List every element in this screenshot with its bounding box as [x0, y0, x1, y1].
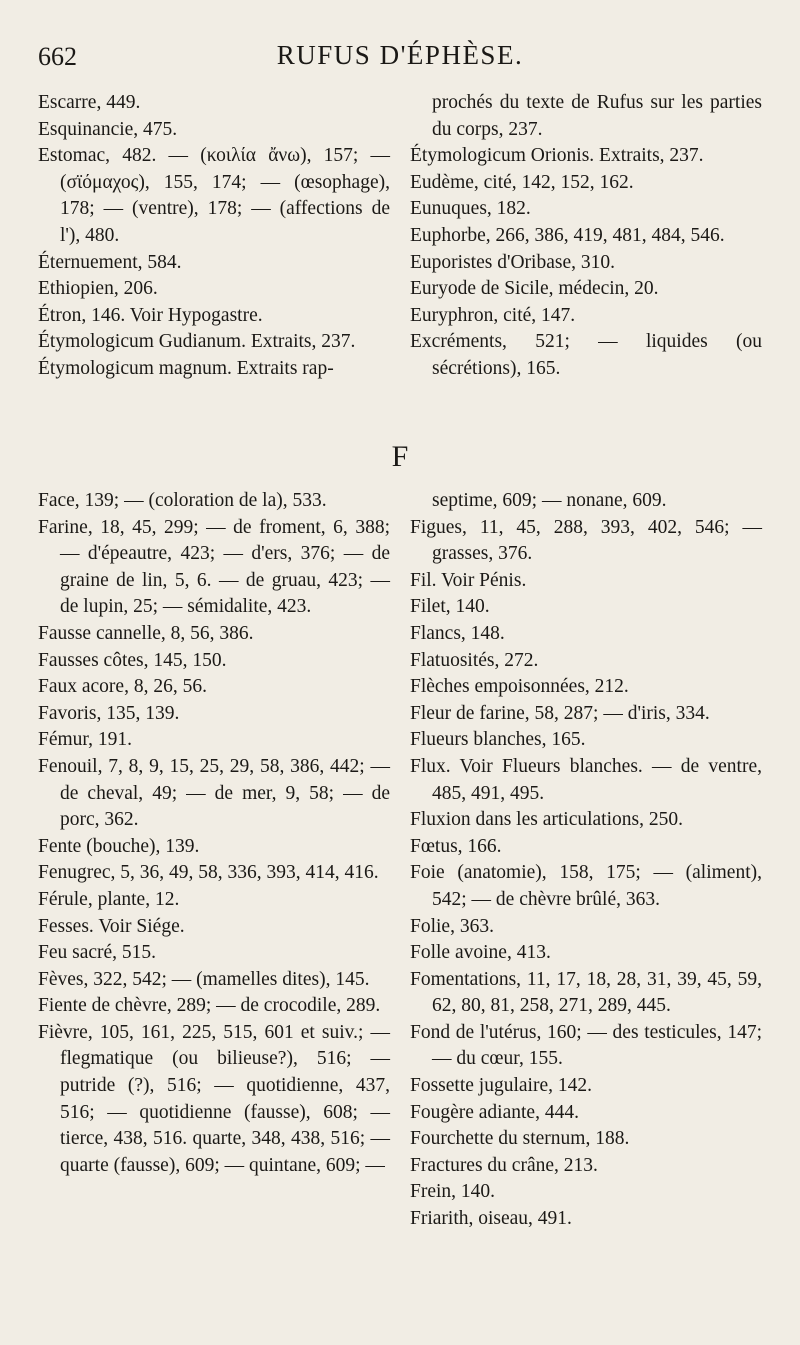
- index-entry: Esquinancie, 475.: [38, 118, 178, 140]
- running-title: RUFUS D'ÉPHÈSE.: [276, 40, 524, 70]
- index-entry: Euryphron, cité, 147.: [410, 304, 576, 326]
- index-entry: Eunuques, 182.: [410, 198, 531, 220]
- index-entry: Foie (anatomie), 158, 175; — (aliment), 542; — de chèvre brûlé, 363.: [410, 862, 762, 910]
- index-entry: Fenouil, 7, 8, 9, 15, 25, 29, 58, 386, 442; — de cheval, 49; — de mer, 9, 58; — de porc, 362.: [38, 755, 390, 831]
- section-letter: F: [391, 440, 409, 473]
- index-entry: Frein, 140.: [410, 1181, 496, 1203]
- index-column-top-right: [410, 90, 762, 383]
- index-entry: Fomentations, 11, 17, 18, 28, 31, 39, 45, 59, 62, 80, 81, 258, 271, 289, 445.: [410, 968, 762, 1017]
- continued-entry: prochés du texte de Rufus sur les parties du corps, 237.: [432, 92, 762, 140]
- index-entry: Fractures du crâne, 213.: [410, 1154, 598, 1176]
- index-entry: Feu sacré, 515.: [38, 942, 157, 964]
- page-number: 662: [38, 42, 77, 71]
- index-entry: Fenugrec, 5, 36, 49, 58, 336, 393, 414, 416.: [38, 862, 379, 884]
- index-entry: Fourchette du sternum, 188.: [410, 1128, 630, 1150]
- index-entry: Eudème, cité, 142, 152, 162.: [410, 171, 634, 193]
- index-entry: Estomac, 482. — (κοιλία ἄνω), 157; — (σϊόμαχος), 155, 174; — (œsophage), 178; — (ventre), 178; — (affections de l'), 480.: [38, 145, 390, 246]
- index-entry: Farine, 18, 45, 299; — de froment, 6, 388; — d'épeautre, 423; — d'ers, 376; — de graine de lin, 5, 6. — de gruau, 423; — de lupin, 25; — sémidalite, 423.: [38, 516, 390, 618]
- index-entry: Favoris, 135, 139.: [38, 702, 180, 724]
- index-entry: Filet, 140.: [410, 596, 490, 618]
- index-entry: Férule, plante, 12.: [38, 888, 180, 910]
- index-entry: Excréments, 521; — liquides (ou sécrétions), 165.: [410, 331, 762, 379]
- index-column-bottom-right: [410, 488, 762, 1233]
- index-entry: Flueurs blanches, 165.: [410, 729, 586, 751]
- index-entry: Fougère adiante, 444.: [410, 1101, 579, 1123]
- index-entry: Étymologicum magnum. Extraits rap-: [38, 357, 334, 379]
- index-entry: Fluxion dans les articulations, 250.: [410, 809, 683, 831]
- index-entry: Faux acore, 8, 26, 56.: [38, 676, 207, 698]
- index-entry: Fausse cannelle, 8, 56, 386.: [38, 622, 254, 644]
- index-entry: Fiente de chèvre, 289; — de crocodile, 289.: [38, 995, 381, 1017]
- index-entry: Fleur de farine, 58, 287; — d'iris, 334.: [410, 702, 710, 724]
- index-entry: Flancs, 148.: [410, 622, 505, 644]
- index-column-top-left: [38, 90, 390, 383]
- index-entry: Fémur, 191.: [38, 729, 133, 751]
- index-entry: Fièvre, 105, 161, 225, 515, 601 et suiv.; — flegmatique (ou bilieuse?), 516; — putride (?), 516; — quotidienne, 437, 516; — quotidienne (fausse), 608; — tierce, 438, 516. quarte, 348, 438, 516; — quarte (fausse), 609; — quintane, 609; —: [38, 1021, 390, 1176]
- index-entry: Euporistes d'Oribase, 310.: [410, 251, 615, 273]
- index-entry: Fœtus, 166.: [410, 835, 502, 857]
- index-entry: Ethiopien, 206.: [38, 278, 158, 300]
- index-entry: Escarre, 449.: [38, 92, 141, 113]
- index-entry: Face, 139; — (coloration de la), 533.: [38, 490, 327, 511]
- index-entry: Fausses côtes, 145, 150.: [38, 649, 227, 671]
- index-column-bottom-left: [38, 488, 390, 1179]
- index-entry: Flux. Voir Flueurs blanches. — de ventre, 485, 491, 495.: [410, 755, 762, 804]
- page-header: [38, 36, 762, 76]
- index-entry: Fente (bouche), 139.: [38, 835, 200, 857]
- index-entry: Fesses. Voir Siége.: [38, 915, 185, 937]
- continued-entry: septime, 609; — nonane, 609.: [432, 490, 667, 511]
- index-entry: Friarith, oiseau, 491.: [410, 1208, 572, 1230]
- index-entry: Fèves, 322, 542; — (mamelles dites), 145.: [38, 968, 370, 990]
- index-entry: Étron, 146. Voir Hypogastre.: [38, 304, 263, 326]
- index-entry: Étymologicum Gudianum. Extraits, 237.: [38, 331, 356, 353]
- index-entry: Euphorbe, 266, 386, 419, 481, 484, 546.: [410, 224, 725, 246]
- index-entry: Fond de l'utérus, 160; — des testicules, 147; — du cœur, 155.: [410, 1021, 762, 1070]
- index-entry: Euryode de Sicile, médecin, 20.: [410, 278, 659, 300]
- index-entry: Figues, 11, 45, 288, 393, 402, 546; — grasses, 376.: [410, 516, 762, 565]
- index-entry: Étymologicum Orionis. Extraits, 237.: [410, 145, 704, 167]
- index-entry: Folie, 363.: [410, 915, 494, 937]
- index-entry: Fossette jugulaire, 142.: [410, 1075, 592, 1097]
- index-entry: Flèches empoisonnées, 212.: [410, 676, 629, 698]
- index-entry: Fil. Voir Pénis.: [410, 569, 527, 591]
- index-entry: Folle avoine, 413.: [410, 942, 551, 964]
- index-entry: Flatuosités, 272.: [410, 649, 539, 671]
- index-entry: Éternuement, 584.: [38, 251, 182, 273]
